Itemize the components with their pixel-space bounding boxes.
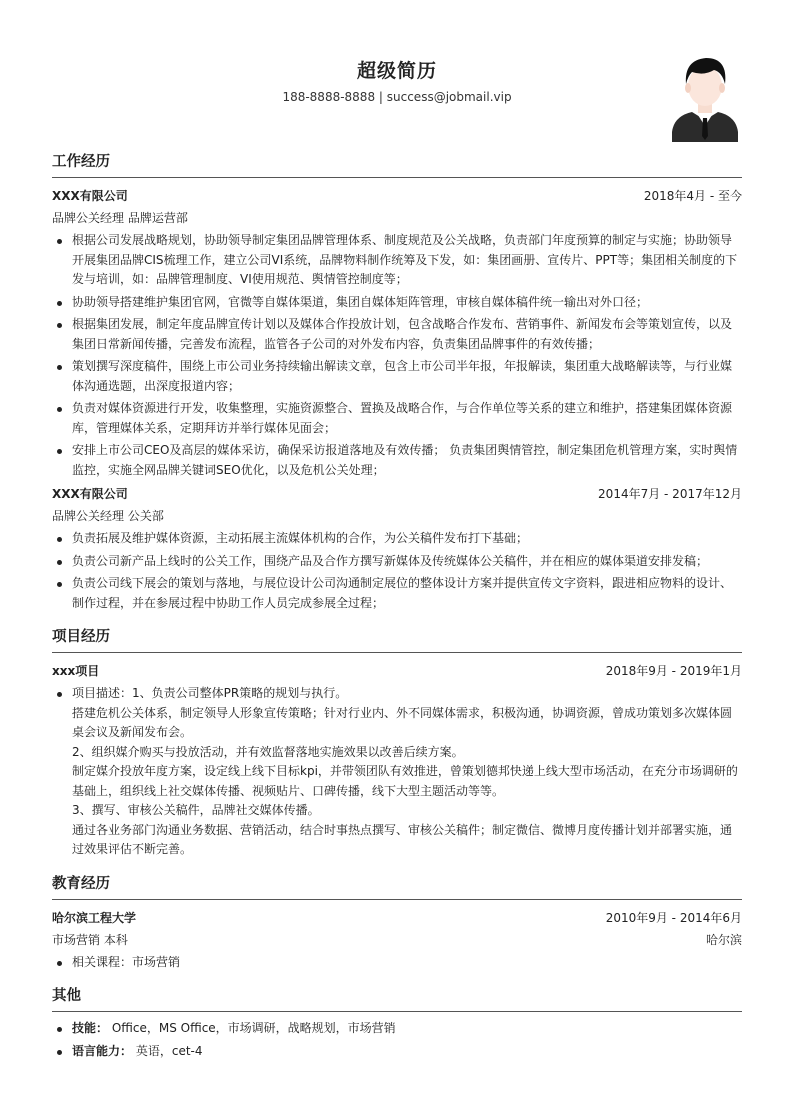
course-list xyxy=(52,953,742,973)
list-item: 安排上市公司CEO及高层的媒体采访，确保采访报道落地及有效传播； 负责集团舆情管控，制定集团危机管理方案，实时舆情监控，实施全网品牌关键词SEO优化，以及危机公关处理； xyxy=(52,441,742,480)
project-line: 通过各业务部门沟通业务数据、营销活动，结合时事热点撰写、审核公关稿件；制定微信、微博月度传播计划并部署实施，通过效果评估不断完善。 xyxy=(72,822,733,856)
list-item: 根据公司发展战略规划，协助领导制定集团品牌管理体系、制度规范及公关战略，负责部门年度预算的制定与实施；协助领导开展集团品牌CIS梳理工作，建立公司VI系统，品牌物料制作统筹及下发，如：集团画册、宣传片、PPT等；集团相关制度的下发与培训，如：品牌管理制度、VI使用规范、舆情管控制度等； xyxy=(52,231,742,290)
list-item: 协助领导搭建维护集团官网，官微等自媒体渠道，集团自媒体矩阵管理，审核自媒体稿件统一输出对外口径； xyxy=(52,293,742,313)
list-item: 策划撰写深度稿件，围绕上市公司业务持续输出解读文章，包含上市公司半年报，年报解读，集团重大战略解读等，与行业媒体沟通选题，出深度报道内容； xyxy=(52,357,742,396)
project-section xyxy=(52,625,742,860)
work-section-title: 工作经历 xyxy=(52,150,742,178)
list-item: 负责公司新产品上线时的公关工作，围绕产品及合作方撰写新媒体及传统媒体公关稿件，并在相应的媒体渠道安排发稿； xyxy=(52,552,742,572)
school-city: 哈尔滨 xyxy=(705,932,742,947)
list-item xyxy=(52,684,742,860)
other-section-title: 其他 xyxy=(52,984,742,1012)
project-line: 制定媒介投放年度方案，设定线上线下目标kpi，并带领团队有效推进，曾策划德邦快递上线大型市场活动，在充分市场调研的基础上，组织线上社交媒体传播、视频贴片、口碑传播，线下大型主题活动等等。 xyxy=(72,764,738,798)
project-section-title: 项目经历 xyxy=(52,625,742,653)
skills-value: Office，MS Office，市场调研，战略规划，市场营销 xyxy=(111,1021,396,1035)
date-range: 2018年9月 - 2019年1月 xyxy=(605,664,742,678)
job-role: 品牌公关经理 公关部 xyxy=(52,509,164,523)
project-line: 搭建危机公关体系，制定领导人形象宣传策略；针对行业内、外不同媒体需求，积极沟通，协调资源，曾成功策划多次媒体圆桌会议及新闻发布会。 xyxy=(72,705,733,739)
project-line: 2、组织媒介购买与投放活动，并有效监督落地实施效果以改善后续方案。 xyxy=(72,744,464,759)
job-role: 品牌公关经理 品牌运营部 xyxy=(52,211,188,225)
list-item: 相关课程：市场营销 xyxy=(52,953,742,973)
list-item xyxy=(52,1042,742,1062)
avatar xyxy=(670,50,740,142)
list-item: 负责对媒体资源进行开发，收集整理，实施资源整合、置换及战略合作，与合作单位等关系的建立和维护，搭建集团媒体资源库，管理媒体关系，定期拜访并举行媒体见面会； xyxy=(52,399,742,438)
work-entry-1 xyxy=(52,185,742,480)
list-item: 负责拓展及维护媒体资源，主动拓展主流媒体机构的合作，为公关稿件发布打下基础； xyxy=(52,529,742,549)
date-range: 2018年4月 - 至今 xyxy=(643,189,742,203)
project-line: 3、撰写、审核公关稿件，品牌社交媒体传播。 xyxy=(72,803,320,817)
education-section-title: 教育经历 xyxy=(52,872,742,900)
list-item: 负责公司线下展会的策划与落地，与展位设计公司沟通制定展位的整体设计方案并提供宣传文字资料，跟进相应物料的设计、制作过程，并在参展过程中协助工作人员完成参展全过程； xyxy=(52,574,742,613)
skills-label: 技能： xyxy=(72,1021,109,1035)
language-value: 英语，cet-4 xyxy=(135,1043,203,1058)
other-section xyxy=(52,984,742,1061)
project-line: 项目描述：1、负责公司整体PR策略的规划与执行。 xyxy=(72,686,348,700)
contact-info: 188-8888-8888 | success@jobmail.vip xyxy=(282,90,512,104)
resume-title: 超级简历 xyxy=(356,60,437,82)
language-label: 语言能力： xyxy=(72,1043,133,1058)
company-name: XXX有限公司 xyxy=(52,487,128,501)
date-range: 2014年7月 - 2017年12月 xyxy=(598,487,742,501)
education-section xyxy=(52,872,742,973)
list-item: 根据集团发展，制定年度品牌宣传计划以及媒体合作投放计划，包含战略合作发布、营销事件、新闻发布会等策划宣传，以及集团日常新闻传播，完善发布流程，监管各子公司的对外发布内容，负责集团品牌事件的有效传播； xyxy=(52,315,742,354)
duty-list xyxy=(52,529,742,613)
list-item xyxy=(52,1019,742,1039)
major-degree: 市场营销 本科 xyxy=(52,932,128,947)
work-entry-2 xyxy=(52,483,742,613)
work-section xyxy=(52,150,742,613)
resume-content xyxy=(52,150,742,1073)
duty-list xyxy=(52,231,742,480)
other-list xyxy=(52,1019,742,1061)
company-name: XXX有限公司 xyxy=(52,189,128,203)
project-name: xxx项目 xyxy=(52,664,100,678)
date-range: 2010年9月 - 2014年6月 xyxy=(605,910,742,925)
school-name: 哈尔滨工程大学 xyxy=(52,910,137,925)
project-list xyxy=(52,684,742,860)
